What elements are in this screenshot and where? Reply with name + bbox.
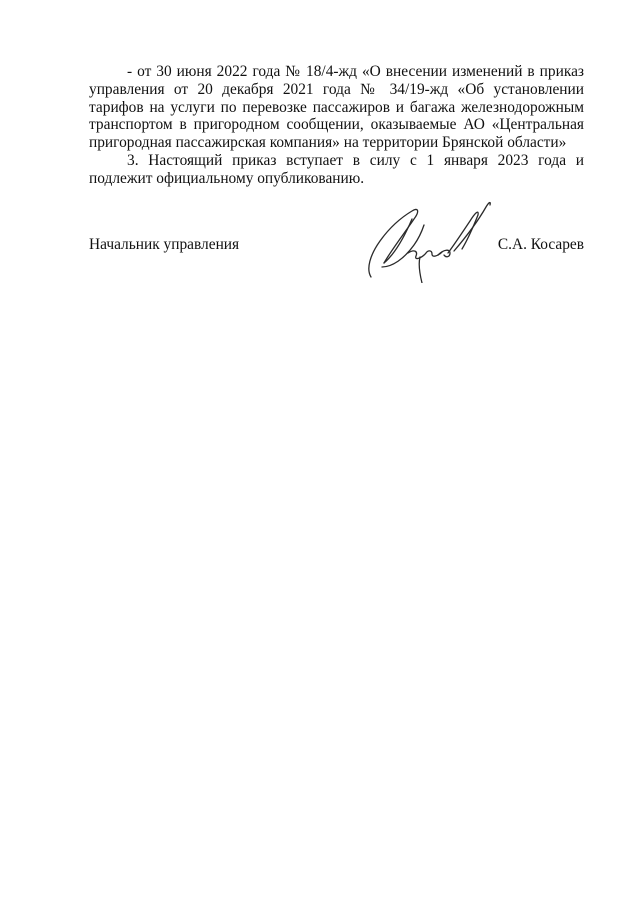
signatory-name: С.А. Косарев (497, 236, 584, 253)
handwritten-signature-icon (362, 195, 497, 283)
signature-block (89, 236, 584, 260)
effective-date-paragraph: 3. Настоящий приказ вступает в силу с 1 января 2023 года и подлежит официальному опубликованию. (89, 151, 584, 187)
signatory-position: Начальник управления (89, 236, 240, 253)
document-body (89, 63, 584, 188)
amendment-paragraph: - от 30 июня 2022 года № 18/4-жд «О внесении изменений в приказ управления от 20 декабря 2021 года № 34/19-жд «Об установлении тарифов на услуги по перевозке пассажиров и багажа железнодорожным транспортом в пригородном сообщении, оказываемые АО «Центральная пригородная пассажирская компания» на территории Брянской области» (89, 63, 584, 152)
